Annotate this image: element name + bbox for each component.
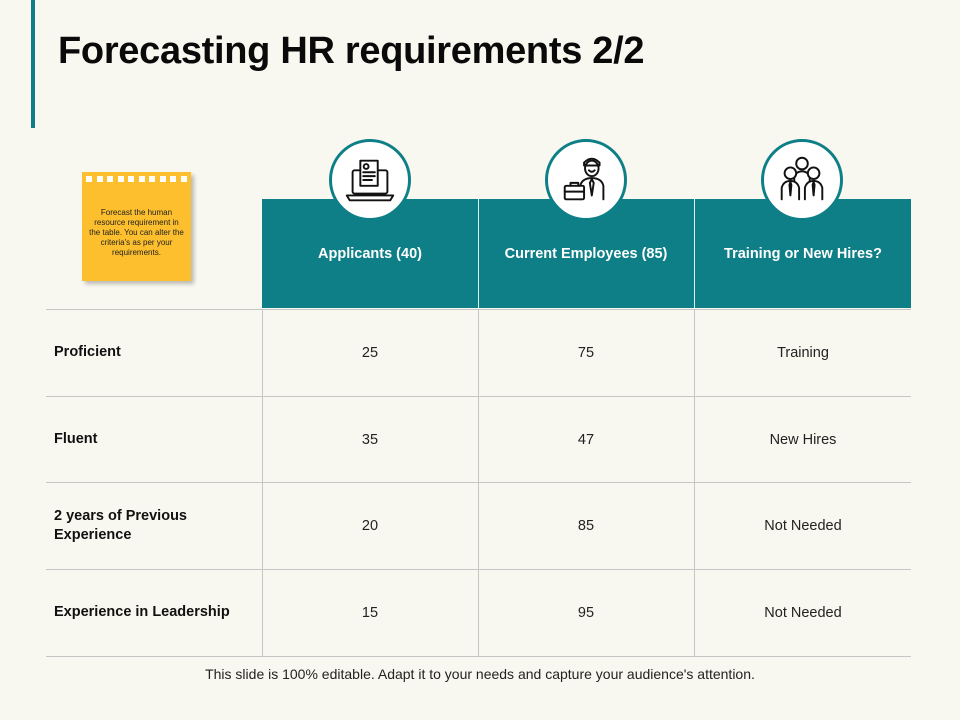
cell-employees: 75 [577, 344, 595, 361]
team-group-icon [761, 139, 843, 221]
laptop-document-icon [329, 139, 411, 221]
column-header-training-or-new-hires: Training or New Hires? [724, 245, 882, 262]
employee-briefcase-icon [545, 139, 627, 221]
cell-applicants: 25 [361, 344, 379, 361]
column-header-current-employees: Current Employees (85) [504, 245, 668, 262]
sticky-note [82, 172, 191, 281]
note-perforation [86, 176, 187, 183]
row-label-fluent: Fluent [54, 431, 98, 447]
column-header-applicants: Applicants (40) [318, 245, 422, 262]
cell-decision: Training [777, 344, 829, 361]
accent-bar [31, 0, 35, 128]
page-title: Forecasting HR requirements 2/2 [58, 30, 645, 72]
row-label-proficient: Proficient [54, 344, 121, 360]
cell-decision: Not Needed [764, 517, 842, 534]
cell-applicants: 20 [361, 517, 379, 534]
footer-text: This slide is 100% editable. Adapt it to your needs and capture your audience's attention. [205, 666, 755, 682]
cell-applicants: 35 [361, 431, 379, 448]
cell-decision: New Hires [769, 431, 837, 448]
cell-employees: 85 [577, 517, 595, 534]
cell-employees: 47 [577, 431, 595, 448]
note-text: Forecast the human resource requirement in the table. You can alter the criteria's as per your requirements. [89, 208, 184, 257]
cell-decision: Not Needed [764, 604, 842, 621]
cell-employees: 95 [577, 604, 595, 621]
row-divider [46, 656, 911, 657]
row-label-previous-experience: 2 years of Previous Experience [54, 507, 187, 543]
cell-applicants: 15 [361, 604, 379, 621]
row-label-leadership: Experience in Leadership [54, 604, 230, 620]
